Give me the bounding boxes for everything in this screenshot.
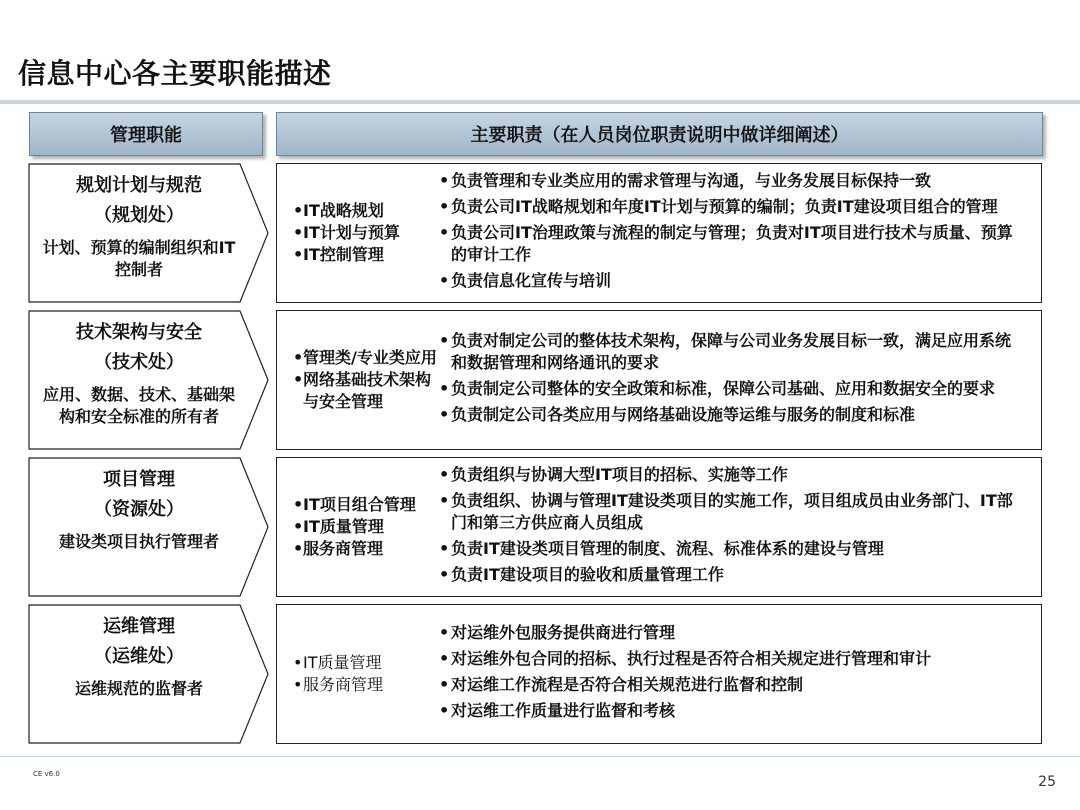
duty-text: 负责信息化宣传与培训	[451, 271, 612, 290]
header-management-function: 管理职能	[29, 112, 263, 156]
duty-text: 负责对制定公司的整体技术架构，保障与公司业务发展目标一致，满足应用系统和数据管理和网络通讯的要求	[451, 331, 1012, 372]
function-department: （技术处）	[94, 352, 184, 373]
responsibility-box	[276, 163, 1042, 303]
duty-item	[439, 490, 1021, 534]
duty-item	[439, 674, 1021, 696]
bullet-icon: •	[293, 653, 303, 672]
sub-function-list	[293, 311, 443, 449]
duty-text: 负责公司IT战略规划和年度IT计划与预算的编制；负责IT建设项目组合的管理	[451, 197, 998, 216]
sub-function-item	[293, 200, 443, 222]
function-description: 计划、预算的编制组织和IT控制者	[42, 238, 236, 279]
bullet-icon: •	[293, 517, 304, 536]
duty-item	[439, 648, 1021, 670]
sub-function-text: IT控制管理	[303, 245, 384, 264]
title-divider	[0, 100, 1080, 104]
function-description: 建设类项目执行管理者	[58, 532, 219, 551]
duty-list	[439, 164, 1021, 302]
function-row	[0, 457, 1080, 597]
sub-function-list	[293, 605, 443, 743]
function-chevron	[28, 457, 270, 597]
sub-function-item	[293, 244, 443, 266]
function-department: （资源处）	[94, 499, 184, 520]
function-label-group	[34, 457, 244, 553]
responsibility-box	[276, 457, 1042, 597]
function-row	[0, 604, 1080, 744]
bullet-icon: •	[293, 201, 304, 220]
sub-function-list	[293, 458, 443, 596]
duty-list	[439, 458, 1021, 596]
function-label-group	[34, 604, 244, 700]
bullet-icon: •	[439, 271, 450, 290]
sub-function-item	[293, 347, 443, 369]
sub-function-text: IT质量管理	[303, 517, 384, 536]
function-department: （规划处）	[94, 205, 184, 226]
sub-function-text: 服务商管理	[303, 675, 384, 694]
bullet-icon: •	[439, 379, 450, 398]
bullet-icon: •	[439, 197, 450, 216]
duty-text: 负责组织与协调大型IT项目的招标、实施等工作	[451, 465, 788, 484]
bullet-icon: •	[439, 223, 450, 242]
bullet-icon: •	[439, 491, 450, 510]
duty-text: 对运维外包合同的招标、执行过程是否符合相关规定进行管理和审计	[451, 649, 932, 668]
duty-list	[439, 311, 1021, 449]
sub-function-item	[293, 674, 443, 696]
function-chevron	[28, 310, 270, 450]
duty-item	[439, 378, 1021, 400]
function-name: 项目管理	[103, 469, 175, 490]
sub-function-item	[293, 369, 443, 413]
duty-item	[439, 222, 1021, 266]
duty-text: 负责制定公司各类应用与网络基础设施等运维与服务的制度和标准	[451, 405, 916, 424]
sub-function-item	[293, 538, 443, 560]
bullet-icon: •	[293, 348, 304, 367]
function-row	[0, 310, 1080, 450]
function-label-group	[34, 310, 244, 428]
function-chevron	[28, 604, 270, 744]
function-name: 技术架构与安全	[76, 322, 202, 343]
bullet-icon: •	[439, 465, 450, 484]
bullet-icon: •	[439, 331, 450, 350]
duty-item	[439, 330, 1021, 374]
duty-text: 负责IT建设项目的验收和质量管理工作	[451, 565, 724, 584]
bullet-icon: •	[439, 405, 450, 424]
sub-function-text: 网络基础技术架构与安全管理	[303, 370, 432, 411]
sub-function-text: 管理类/专业类应用	[303, 348, 437, 367]
duty-text: 对运维工作流程是否符合相关规范进行监督和控制	[451, 675, 804, 694]
function-name: 运维管理	[103, 616, 175, 637]
function-name: 规划计划与规范	[76, 175, 202, 196]
duty-list	[439, 605, 1021, 743]
duty-item	[439, 196, 1021, 218]
sub-function-item	[293, 516, 443, 538]
duty-text: 对运维工作质量进行监督和考核	[451, 701, 676, 720]
footer-version: CE v6.0	[33, 770, 60, 778]
function-label-group	[34, 163, 244, 281]
function-department: （运维处）	[94, 646, 184, 667]
sub-function-text: IT战略规划	[303, 201, 384, 220]
header-main-duties: 主要职责（在人员岗位职责说明中做详细阐述）	[276, 112, 1043, 156]
duty-item	[439, 538, 1021, 560]
duty-item	[439, 564, 1021, 586]
duty-item	[439, 270, 1021, 292]
function-description: 应用、数据、技术、基础架构和安全标准的所有者	[42, 385, 235, 426]
bullet-icon: •	[439, 701, 450, 720]
sub-function-item	[293, 222, 443, 244]
bullet-icon: •	[293, 370, 304, 389]
function-description: 运维规范的监督者	[74, 679, 203, 698]
responsibility-box	[276, 604, 1042, 744]
bullet-icon: •	[439, 171, 450, 190]
bullet-icon: •	[439, 565, 450, 584]
bullet-icon: •	[293, 495, 304, 514]
sub-function-text: 服务商管理	[303, 539, 384, 558]
duty-item	[439, 464, 1021, 486]
bullet-icon: •	[439, 675, 450, 694]
bullet-icon: •	[293, 675, 303, 694]
duty-text: 负责IT建设类项目管理的制度、流程、标准体系的建设与管理	[451, 539, 884, 558]
responsibility-box	[276, 310, 1042, 450]
sub-function-text: IT计划与预算	[303, 223, 400, 242]
duty-item	[439, 700, 1021, 722]
page-number: 25	[1038, 774, 1056, 790]
bullet-icon: •	[293, 539, 304, 558]
duty-item	[439, 170, 1021, 192]
sub-function-text: IT项目组合管理	[303, 495, 416, 514]
duty-item	[439, 622, 1021, 644]
bullet-icon: •	[439, 623, 450, 642]
bullet-icon: •	[293, 245, 304, 264]
footer-divider	[0, 756, 1080, 757]
bullet-icon: •	[439, 649, 450, 668]
sub-function-item	[293, 494, 443, 516]
duty-text: 负责公司IT治理政策与流程的制定与管理；负责对IT项目进行技术与质量、预算的审计工作	[451, 223, 1013, 264]
duty-text: 负责管理和专业类应用的需求管理与沟通，与业务发展目标保持一致	[451, 171, 932, 190]
function-row	[0, 163, 1080, 303]
duty-text: 负责制定公司整体的安全政策和标准，保障公司基础、应用和数据安全的要求	[451, 379, 996, 398]
function-chevron	[28, 163, 270, 303]
bullet-icon: •	[293, 223, 304, 242]
duty-text: 对运维外包服务提供商进行管理	[451, 623, 676, 642]
sub-function-item	[293, 652, 443, 674]
page-title: 信息中心各主要职能描述	[18, 57, 332, 90]
sub-function-list	[293, 164, 443, 302]
duty-item	[439, 404, 1021, 426]
sub-function-text: IT质量管理	[303, 653, 382, 672]
bullet-icon: •	[439, 539, 450, 558]
duty-text: 负责组织、协调与管理IT建设类项目的实施工作，项目组成员由业务部门、IT部门和第三方供应商人员组成	[451, 491, 1013, 532]
